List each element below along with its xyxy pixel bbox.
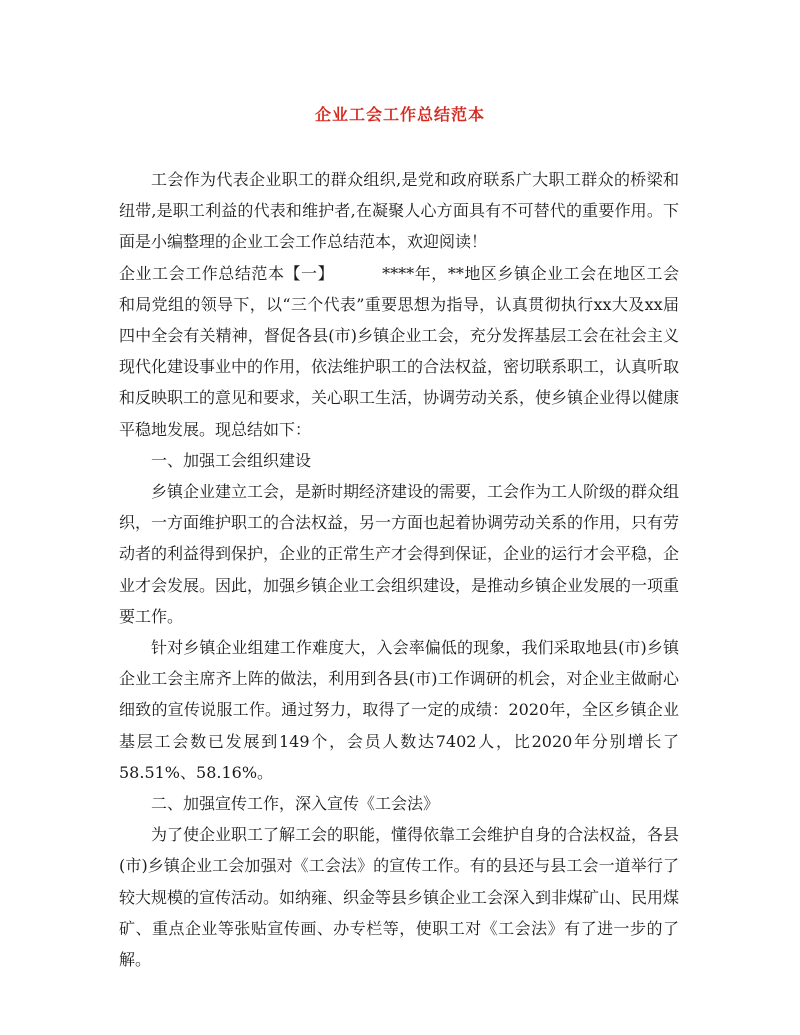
- section-1-paragraph-2: 针对乡镇企业组建工作难度大，入会率偏低的现象，我们采取地县(市)乡镇企业工会主席齐上阵的做法，利用到各县(市)工作调研的机会，对企业主做耐心细致的宣传说服工作。通过努力，取得了一定的成绩：2020年，全区乡镇企业基层工会数已发展到149个，会员人数达7402人，比2020年分别增长了58.51%、58.16%。: [119, 638, 679, 782]
- section-1-heading: 一、加强工会组织建设: [151, 450, 312, 470]
- section-2-paragraph-1: 为了使企业职工了解工会的职能，懂得依靠工会维护自身的合法权益，各县(市)乡镇企业工会加强对《工会法》的宣传工作。有的县还与县工会一道举行了较大规模的宣传活动。如纳雍、织金等县乡镇企业工会深入到非煤矿山、民用煤矿、重点企业等张贴宣传画、办专栏等，使职工对《工会法》有了进一步的了解。: [119, 825, 680, 970]
- section-1-paragraph-1: 乡镇企业建立工会，是新时期经济建设的需要，工会作为工人阶级的群众组织，一方面维护职工的合法权益，另一方面也起着协调劳动关系的作用，只有劳动者的利益得到保护，企业的正常生产才会得到保证，企业的运行才会平稳，企业才会发展。因此，加强乡镇企业工会组织建设，是推动乡镇企业发展的一项重要工作。: [119, 482, 680, 626]
- sample-heading: 企业工会工作总结范本【一】: [119, 263, 335, 283]
- section-2-heading: 二、加强宣传工作，深入宣传《工会法》: [151, 794, 440, 814]
- sample-first-paragraph: ****年，**地区乡镇企业工会在地区工会和局党组的领导下，以“三个代表”重要思想为指导，认真贯彻执行xx大及xx届四中全会有关精神，督促各县(市)乡镇企业工会，充分发挥基层工会在社会主义现代化建设事业中的作用，依法维护职工的合法权益，密切联系职工，认真听取和反映职工的意见和要求，关心职工生活，协调劳动关系，使乡镇企业得以健康平稳地发展。现总结如下：: [119, 263, 680, 439]
- document-body: [119, 164, 679, 975]
- intro-paragraph: 工会作为代表企业职工的群众组织,是党和政府联系广大职工群众的桥梁和纽带,是职工利益的代表和维护者,在凝聚人心方面具有不可替代的重要作用。下面是小编整理的企业工会工作总结范本，欢迎阅读！: [119, 170, 679, 252]
- document-title: 企业工会工作总结范本: [314, 105, 485, 124]
- sample-paragraph: [119, 258, 679, 445]
